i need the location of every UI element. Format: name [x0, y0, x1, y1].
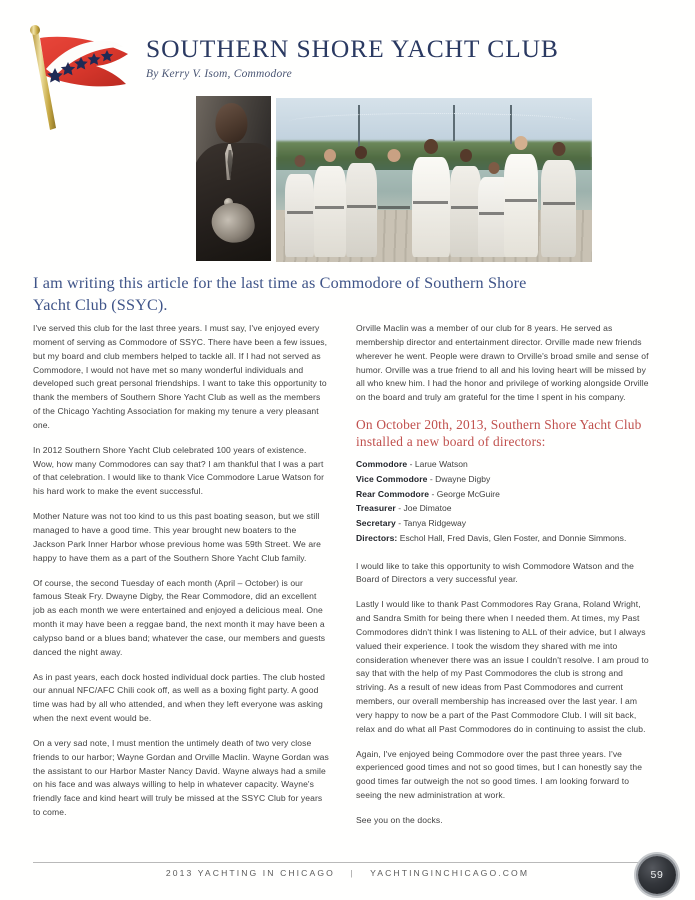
board-name: - Tanya Ridgeway [398, 518, 467, 529]
club-members-group-photo [276, 98, 592, 262]
page-number-badge [638, 856, 676, 894]
list-item [356, 487, 653, 502]
list-item [356, 501, 653, 516]
paragraph: Orville Maclin was a member of our club for 8 years. He served as membership director and entertainment director. Orville made new friends wherever he went. People were drawn to Orville's broad smile and sense of humor. Orville was a true friend to all and his loving heart will be missed by all who knew him. I had the honor and privilege of working alongside Orville on the board and truly am grateful for the time I spent in his company. [356, 323, 649, 403]
commodore-portrait-photo [196, 96, 271, 261]
paragraph: Mother Nature was not too kind to us this past boating season, but we still managed to have a good time. This year brought new boaters to the Jackson Park Inner Harbor whose previous home was 59th Street. We are happy to have them as a part of the Southern Shore Yacht Club family. [33, 511, 321, 563]
board-of-directors-heading: On October 20th, 2013, Southern Shore Yacht Club installed a new board of directors: [356, 417, 642, 450]
page-number: 59 [650, 869, 664, 881]
board-name: - Joe Dimatoe [398, 503, 452, 514]
list-item [356, 457, 653, 472]
board-role: Treasurer [356, 503, 396, 514]
list-item [356, 472, 653, 487]
paragraph: Again, I've enjoyed being Commodore over the past three years. I've experienced good times and not so good times, but I can honestly say the good times far outweigh the not so good times. I am looking forward to seeing the new administration at work. [356, 748, 643, 801]
paragraph: On a very sad note, I must mention the untimely death of two very close friends to our harbor; Wayne Gordan and Orville Maclin. Wayne Gordan was the assistant to our Harbor Master Nancy David. Wayne always had a smile on his face and was always willing to help in whatever capacity. Wayne's friendly face and kind heart will truly be missed at the SSYC Club for years to come. [33, 737, 329, 818]
masthead [0, 0, 695, 100]
paragraph: As in past years, each dock hosted individual dock parties. The club hosted our annual NFC/AFC Chili cook off, as well as a boxing fight party. A good time was had by all who attended, and when they left everyone was asking when the next event would be. [33, 671, 325, 724]
board-role: Directors: [356, 532, 398, 543]
title-block [146, 36, 576, 80]
paragraph: In 2012 Southern Shore Yacht Club celebrated 100 years of existence. Wow, how many Commodores can say that? I am thankful that I was a part of that celebration. I would like to thank Vice Commodore Larue Watson for his hard work to make the event successful. [33, 444, 325, 497]
board-name: - George McGuire [431, 488, 500, 499]
board-role: Secretary [356, 518, 396, 529]
board-name: - Larue Watson [409, 459, 468, 470]
paragraph: I would like to take this opportunity to wish Commodore Watson and the Board of Directors a very successful year. [356, 560, 634, 585]
list-item [356, 516, 653, 531]
article-headline: I am writing this article for the last time as Commodore of Southern Shore Yacht Club (SSYC). [33, 274, 527, 315]
board-of-directors-list [356, 457, 653, 545]
board-name: Eschol Hall, Fred Davis, Glen Foster, and Donnie Simmons. [399, 532, 627, 543]
page-title: SOUTHERN SHORE YACHT CLUB [146, 34, 559, 63]
yacht-club-burgee-flag-icon [22, 24, 140, 136]
paragraph: Lastly I would like to thank Past Commodores Ray Grana, Roland Wright, and Sandra Smith for being there when I needed them. At times, my Past Commodores didn't think I was listening to ALL of their advice, but I always valued their experience. I took the wisdom they shared with me into consideration whenever there was an issue I couldn't resolve. I am proud to say that with the help of my Past Commodores the club is strong and striving. As a result of new ideas from Past Commodores and current members, our overall membership has increased over the last year. I am very happy to now be a part of the Past Commodore Club. I will sit back, relax and do what all Past Commodores do in continuing to assist the club. [356, 599, 649, 734]
board-role: Commodore [356, 459, 408, 470]
board-name: - Dwayne Digby [429, 474, 491, 485]
footer-issue-text: 2013 YACHTING IN CHICAGO [165, 868, 335, 878]
byline: By Kerry V. Isom, Commodore [146, 67, 292, 80]
footer-divider [33, 862, 663, 863]
paragraph: See you on the docks. [356, 815, 443, 825]
paragraph: Of course, the second Tuesday of each month (April – October) is our famous Steak Fry. Dwayne Digby, the Rear Commodore, did an excellent job as each month we were entertained and enjoyed a delicious meal. One month it may have been a reggae band, the next month it may have been a calypso band or a blues band; whatever the case, our members and guests danced the night away. [33, 577, 326, 657]
board-role: Vice Commodore [356, 474, 428, 485]
footer-separator: | [350, 868, 355, 878]
right-column [356, 322, 653, 839]
board-role: Rear Commodore [356, 488, 430, 499]
footer-website[interactable]: YACHTINGINCHICAGO.COM [370, 868, 530, 878]
left-column [33, 322, 330, 831]
paragraph: I've served this club for the last three years. I must say, I've enjoyed every moment of serving as Commodore of SSYC. There have been a few issues, but my board and club members helped to tackle all. If I had not served as Commodore, I would not have met so many wonderful individuals and developed such great personal friendships. I want to take this opportunity to thank the members of Southern Shore Yacht Club as well as the members of the Chicago Yachting Association for making my tenure a very pleasant one. [33, 323, 328, 430]
footer [0, 868, 695, 878]
list-item [356, 531, 653, 546]
